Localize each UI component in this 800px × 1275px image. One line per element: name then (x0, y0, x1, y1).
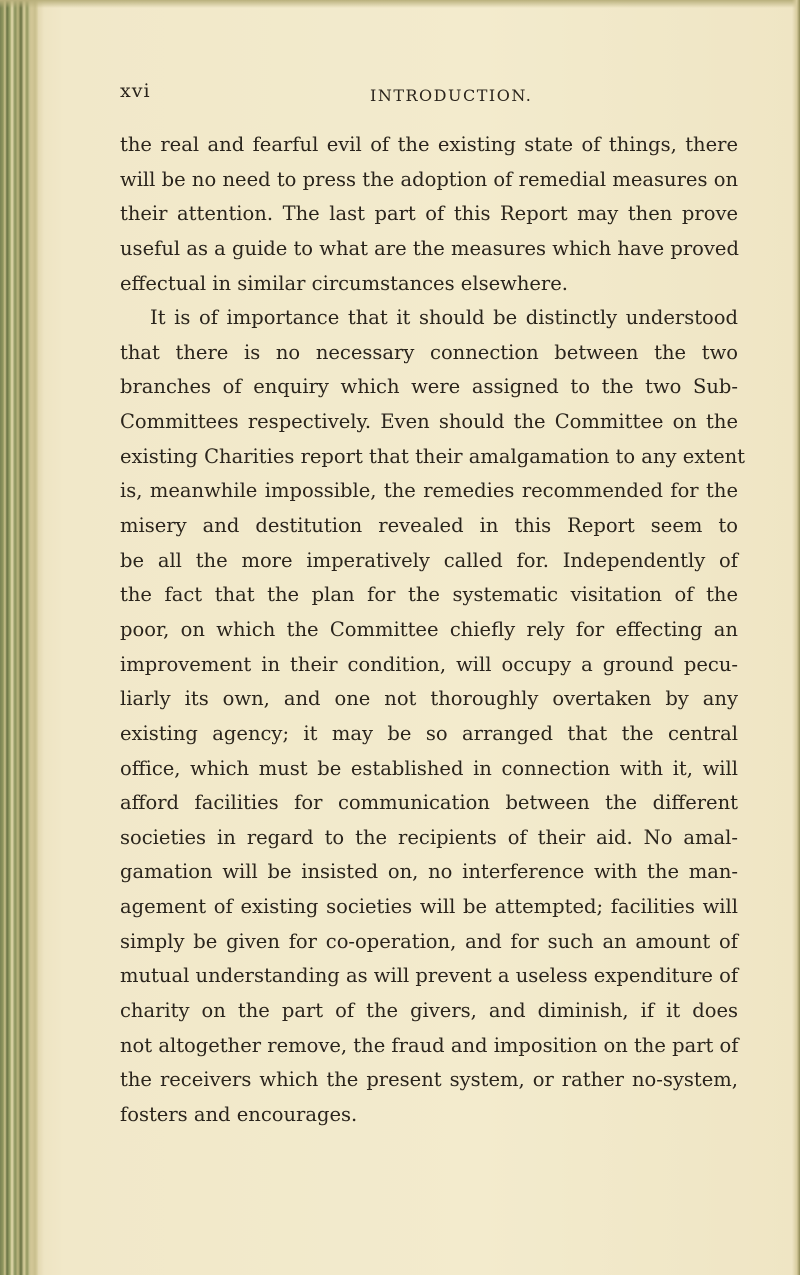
text-line: gamation will be insisted on, no interference with the man- (120, 860, 738, 884)
running-title: INTRODUCTION. (370, 86, 533, 105)
text-line: their attention. The last part of this Report may then prove (120, 202, 738, 226)
text-line: agement of existing societies will be attempted; facilities will (120, 895, 738, 919)
text-line: existing agency; it may be so arranged that the central (120, 721, 738, 745)
text-line: be all the more imperatively called for. Independently of (120, 548, 738, 572)
text-line: existing Charities report that their amalgamation to any extent (120, 444, 746, 468)
page-top-edge (0, 0, 800, 8)
text-line: the real and fearful evil of the existing state of things, there (120, 133, 738, 156)
text-line: afford facilities for communication between the different (120, 791, 738, 815)
text-line: misery and destitution revealed in this Report seem to (120, 514, 738, 538)
text-line: It is of importance that it should be distinctly understood (150, 306, 738, 330)
text-line: the receivers which the present system, or rather no-system, (120, 1068, 738, 1092)
page-binding-edge (0, 0, 38, 1275)
text-line: will be no need to press the adoption of remedial measures on (120, 167, 738, 191)
text-line: effectual in similar circumstances elsewhere. (120, 271, 568, 295)
text-line: mutual understanding as will prevent a useless expenditure of (120, 964, 739, 988)
text-line: is, meanwhile impossible, the remedies recommended for the (120, 479, 738, 503)
text-line: not altogether remove, the fraud and imposition on the part of (120, 1033, 739, 1057)
text-line: improvement in their condition, will occupy a ground pecu- (120, 652, 738, 676)
text-line: simply be given for co-operation, and for such an amount of (120, 929, 738, 953)
text-line: office, which must be established in connection with it, will (120, 756, 738, 780)
text-line: useful as a guide to what are the measures which have proved (120, 236, 739, 260)
text-line: societies in regard to the recipients of their aid. No amal- (120, 825, 738, 849)
page-right-edge (792, 0, 800, 1275)
body-text (120, 128, 746, 1133)
text-line: that there is no necessary connection between the two (120, 340, 738, 364)
text-line: charity on the part of the givers, and diminish, if it does (120, 999, 738, 1023)
page-number: xvi (120, 80, 151, 102)
text-line: the fact that the plan for the systematic visitation of the (120, 583, 738, 607)
text-line: liarly its own, and one not thoroughly overtaken by any (120, 687, 738, 711)
text-line: branches of enquiry which were assigned to the two Sub- (120, 375, 738, 399)
text-line: fosters and encourages. (120, 1102, 358, 1126)
text-line: Committees respectively. Even should the Committee on the (120, 410, 738, 434)
text-line: poor, on which the Committee chiefly rely for effecting an (120, 617, 738, 641)
page-header (120, 80, 740, 110)
